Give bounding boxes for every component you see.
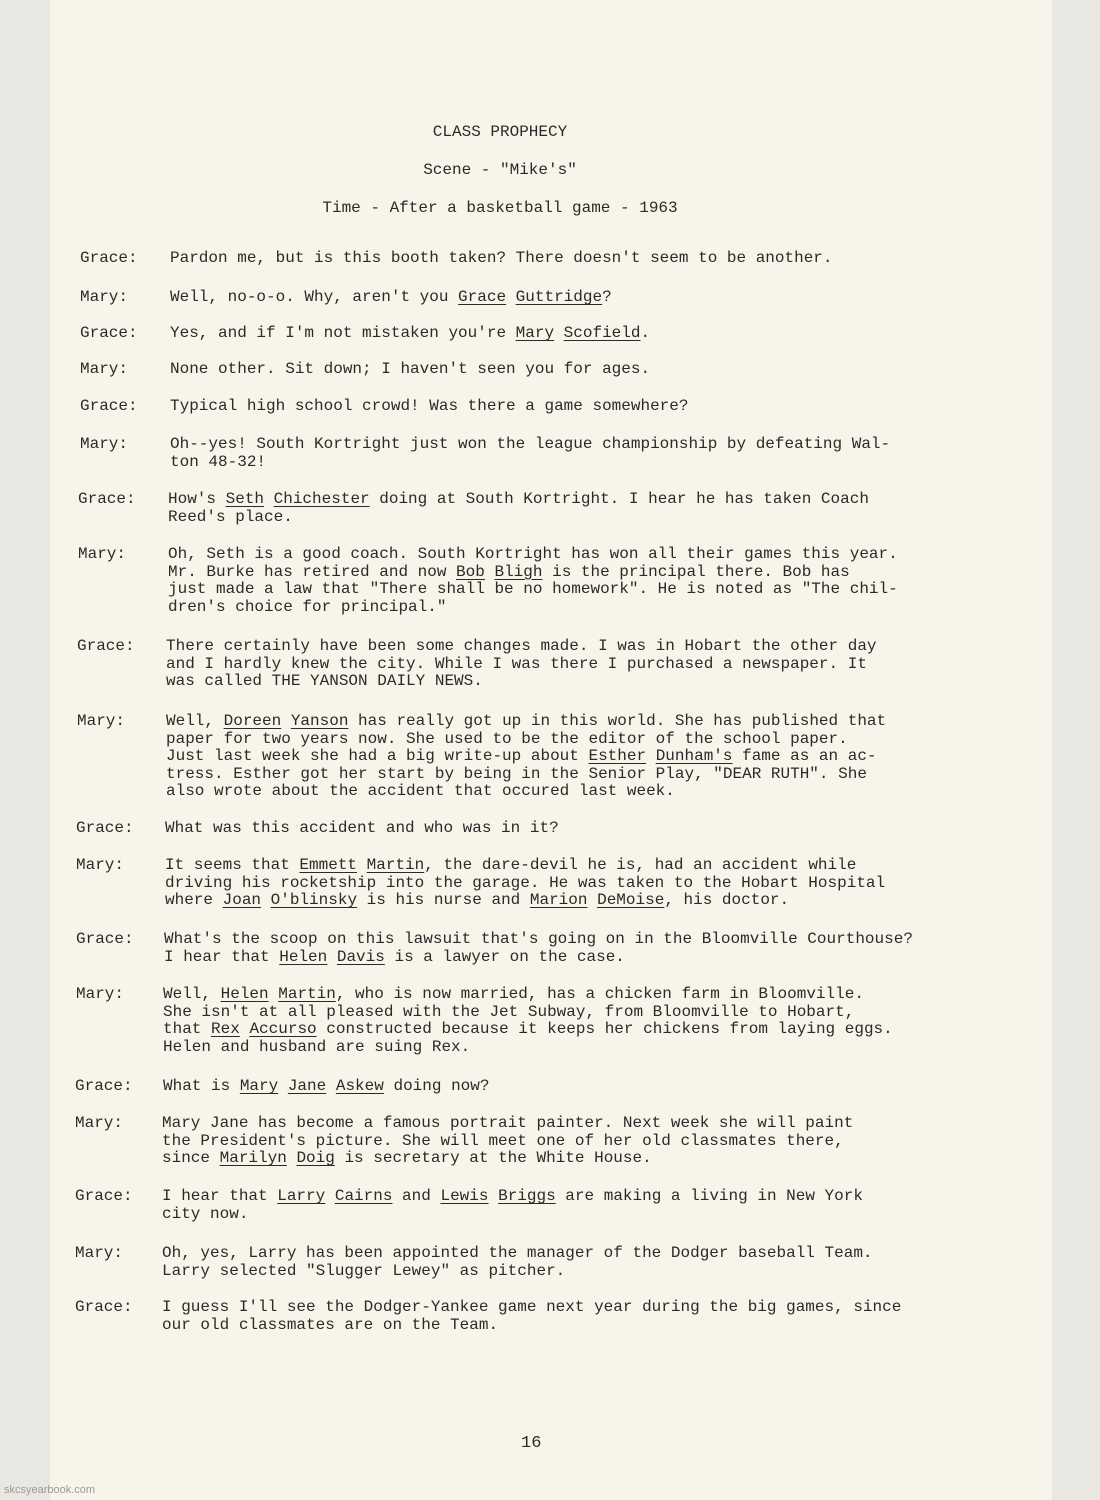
line-text: tress. Esther got her start by being in the Senior Play, "DEAR RUTH". She (166, 764, 867, 783)
name-underlined: Askew (335, 1077, 384, 1095)
dialogue-line (165, 875, 885, 892)
name-underlined: Bob (456, 562, 485, 581)
name-underlined: O'blinsky (270, 891, 358, 909)
line-text (325, 1187, 335, 1205)
dialogue-line (162, 1245, 873, 1262)
line-text: I hear that (164, 947, 280, 966)
dialogue-line (168, 546, 898, 563)
line-text: ton 48-32! (170, 452, 267, 471)
dialogue-line (166, 748, 877, 765)
line-text: the President's picture. She will meet one of her old classmates there, (162, 1131, 844, 1150)
line-text (326, 1077, 336, 1095)
dialogue-line (166, 656, 867, 673)
line-text: is a lawyer on the case. (384, 947, 625, 966)
line-text: is the principal there. Bob has (542, 562, 850, 581)
name-underlined: Chichester (273, 490, 370, 508)
line-text: Just last week she had a big write-up about (166, 747, 589, 765)
line-text (646, 747, 656, 765)
name-underlined: Yanson (290, 712, 349, 730)
line-text (554, 324, 564, 342)
line-text (269, 985, 279, 1003)
dialogue-line (168, 491, 869, 508)
dialogue-line (166, 783, 675, 800)
line-text: She isn't at all pleased with the Jet Subway, from Bloomville to Hobart, (163, 1002, 855, 1021)
speaker-label: Grace: (76, 819, 134, 837)
line-text: is secretary at the White House. (334, 1149, 652, 1167)
name-underlined: Martin (366, 856, 425, 874)
line-text: has really got up in this world. She has published that (348, 712, 887, 730)
dialogue-line (170, 454, 266, 471)
name-underlined: Esther (588, 747, 647, 765)
line-text (287, 1149, 297, 1167)
line-text (488, 1187, 498, 1205)
line-text: Well, no-o-o. Why, aren't you (170, 288, 459, 306)
line-text: , the dare-devil he is, had an accident while (424, 856, 857, 874)
name-underlined: Scofield (563, 324, 641, 342)
speaker-label: Mary: (76, 856, 125, 874)
dialogue-line (163, 986, 864, 1003)
line-text: What's the scoop on this lawsuit that's going on in the Bloomville Courthouse? (164, 930, 913, 948)
scene-line: Scene - "Mike's" (423, 161, 577, 179)
dialogue-line (168, 564, 850, 581)
dialogue-line (166, 673, 483, 690)
line-text (327, 948, 337, 966)
line-text: driving his rocketship into the garage. He was taken to the Hobart Hospital (165, 873, 886, 892)
line-text (587, 891, 597, 909)
line-text: our old classmates are on the Team. (162, 1315, 499, 1334)
line-text: and (392, 1187, 441, 1205)
line-text: paper for two years now. She used to be the editor of the school paper. (166, 729, 848, 748)
name-underlined: Jane (287, 1077, 327, 1095)
dialogue-line (170, 436, 890, 453)
dialogue-line (163, 1078, 489, 1095)
dialogue-line (162, 1317, 498, 1334)
dialogue-line (166, 638, 877, 655)
page-number: 16 (521, 1434, 542, 1453)
line-text: Oh, Seth is a good coach. South Kortright has won all their games this year. (168, 545, 898, 563)
line-text: since (162, 1149, 220, 1167)
name-underlined: Helen (279, 947, 328, 966)
line-text: doing at South Kortright. I hear he has taken Coach (369, 490, 869, 508)
line-text: Oh, yes, Larry has been appointed the manager of the Dodger baseball Team. (162, 1244, 873, 1262)
line-text: I guess I'll see the Dodger-Yankee game next year during the big games, since (162, 1298, 902, 1316)
line-text: and I hardly knew the city. While I was there I purchased a newspaper. It (166, 654, 867, 673)
speaker-label: Grace: (75, 1077, 133, 1095)
dialogue-line (165, 892, 789, 909)
line-text: was called THE YANSON DAILY NEWS. (166, 672, 483, 690)
line-text: Mary Jane has become a famous portrait painter. Next week she will paint (162, 1114, 854, 1132)
name-underlined: Helen (220, 985, 269, 1003)
dialogue-line (168, 509, 293, 526)
name-underlined: Dunham's (655, 747, 733, 765)
line-text: constructed because it keeps her chickens from laying eggs. (316, 1020, 893, 1038)
dialogue-line (162, 1188, 863, 1205)
name-underlined: Mary (239, 1077, 279, 1095)
line-text: It seems that (165, 856, 300, 874)
name-underlined: Cairns (334, 1187, 393, 1205)
line-text: None other. Sit down; I haven't seen you for ages. (170, 360, 651, 378)
speaker-label: Mary: (75, 1244, 124, 1262)
line-text: just made a law that "There shall be no homework". He is noted as "The chil- (168, 580, 898, 598)
line-text: , who is now married, has a chicken farm in Bloomville. (335, 985, 864, 1003)
name-underlined: Grace (458, 288, 507, 306)
speaker-label: Grace: (80, 324, 138, 342)
line-text: doing now? (383, 1077, 490, 1095)
line-text: is his nurse and (357, 891, 530, 909)
line-text: Oh--yes! South Kortright just won the league championship by defeating Wal- (170, 435, 891, 453)
speaker-label: Mary: (77, 712, 126, 730)
name-underlined: Joan (222, 891, 262, 909)
dialogue-line (163, 1004, 854, 1021)
line-text (240, 1020, 250, 1038)
name-underlined: Seth (225, 490, 265, 508)
name-underlined: Guttridge (515, 288, 603, 306)
dialogue-line (164, 931, 913, 948)
dialogue-line (162, 1299, 901, 1316)
dialogue-line (165, 820, 559, 837)
name-underlined: Rex (211, 1020, 240, 1038)
dialogue-line (163, 1021, 893, 1038)
dialogue-line (164, 949, 625, 966)
speaker-label: Mary: (76, 985, 125, 1003)
line-text (506, 288, 516, 306)
speaker-label: Mary: (80, 360, 129, 378)
speaker-label: Grace: (75, 1298, 133, 1316)
name-underlined: Larry (277, 1187, 326, 1205)
name-underlined: Accurso (249, 1020, 317, 1038)
line-text: are making a living in New York (555, 1187, 863, 1205)
line-text: Well, (166, 712, 224, 730)
speaker-label: Grace: (80, 397, 138, 415)
line-text: How's (168, 490, 226, 508)
dialogue-line (166, 766, 867, 783)
name-underlined: Mary (515, 324, 555, 342)
line-text: Well, (163, 985, 221, 1003)
dialogue-line (170, 361, 650, 378)
speaker-label: Grace: (80, 249, 138, 267)
line-text: Mr. Burke has retired and now (168, 562, 457, 581)
line-text: Reed's place. (168, 507, 293, 526)
line-text: I hear that (162, 1187, 278, 1205)
dialogue-line (162, 1115, 853, 1132)
line-text: What is (163, 1077, 240, 1095)
line-text: Helen and husband are suing Rex. (163, 1037, 471, 1056)
line-text: city now. (162, 1204, 249, 1223)
page-title: CLASS PROPHECY (432, 123, 568, 141)
dialogue-line (166, 731, 848, 748)
line-text: There certainly have been some changes made. I was in Hobart the other day (166, 637, 877, 655)
speaker-label: Mary: (75, 1114, 124, 1132)
name-underlined: Bligh (494, 562, 543, 581)
time-line: Time - After a basketball game - 1963 (322, 199, 678, 217)
line-text: ? (602, 288, 612, 306)
dialogue-line (168, 581, 898, 598)
line-text: dren's choice for principal." (168, 597, 447, 616)
name-underlined: Doig (296, 1149, 335, 1167)
dialogue-line (168, 599, 446, 616)
name-underlined: Doreen (223, 712, 282, 730)
dialogue-line (162, 1133, 844, 1150)
speaker-label: Mary: (80, 435, 129, 453)
dialogue-line (163, 1039, 470, 1056)
dialogue-line (166, 713, 886, 730)
line-text: Yes, and if I'm not mistaken you're (170, 324, 516, 342)
dialogue-line (170, 289, 612, 306)
name-underlined: Martin (278, 985, 336, 1003)
line-text (357, 856, 367, 874)
line-text: that (163, 1020, 212, 1038)
name-underlined: Davis (336, 947, 385, 966)
dialogue-line (162, 1263, 565, 1280)
line-text: , his doctor. (664, 891, 790, 909)
name-underlined: Lewis (440, 1187, 489, 1205)
speaker-label: Mary: (78, 545, 127, 563)
line-text (278, 1077, 288, 1095)
speaker-label: Grace: (77, 637, 135, 655)
line-text: where (165, 891, 223, 909)
line-text: Pardon me, but is this booth taken? There doesn't seem to be another. (170, 249, 833, 267)
line-text (264, 490, 274, 508)
line-text: also wrote about the accident that occured last week. (166, 782, 675, 800)
name-underlined: DeMoise (597, 891, 665, 909)
line-text (281, 712, 291, 730)
line-text: fame as an ac- (732, 747, 877, 765)
speaker-label: Grace: (78, 490, 136, 508)
name-underlined: Marion (529, 891, 588, 909)
line-text: Typical high school crowd! Was there a game somewhere? (170, 397, 689, 415)
line-text: Larry selected "Slugger Lewey" as pitcher. (162, 1261, 566, 1280)
watermark: skcsyearbook.com (4, 1484, 96, 1496)
name-underlined: Emmett (299, 856, 358, 874)
name-underlined: Marilyn (219, 1149, 287, 1167)
speaker-label: Grace: (76, 930, 134, 948)
dialogue-line (170, 398, 688, 415)
dialogue-line (162, 1206, 248, 1223)
dialogue-line (165, 857, 856, 874)
line-text: . (640, 324, 651, 342)
name-underlined: Briggs (498, 1187, 556, 1205)
dialogue-line (162, 1150, 652, 1167)
dialogue-line (170, 250, 833, 267)
line-text: What was this accident and who was in it? (165, 819, 559, 837)
speaker-label: Mary: (80, 288, 129, 306)
dialogue-line (170, 325, 650, 342)
speaker-label: Grace: (75, 1187, 133, 1205)
line-text (261, 891, 271, 909)
